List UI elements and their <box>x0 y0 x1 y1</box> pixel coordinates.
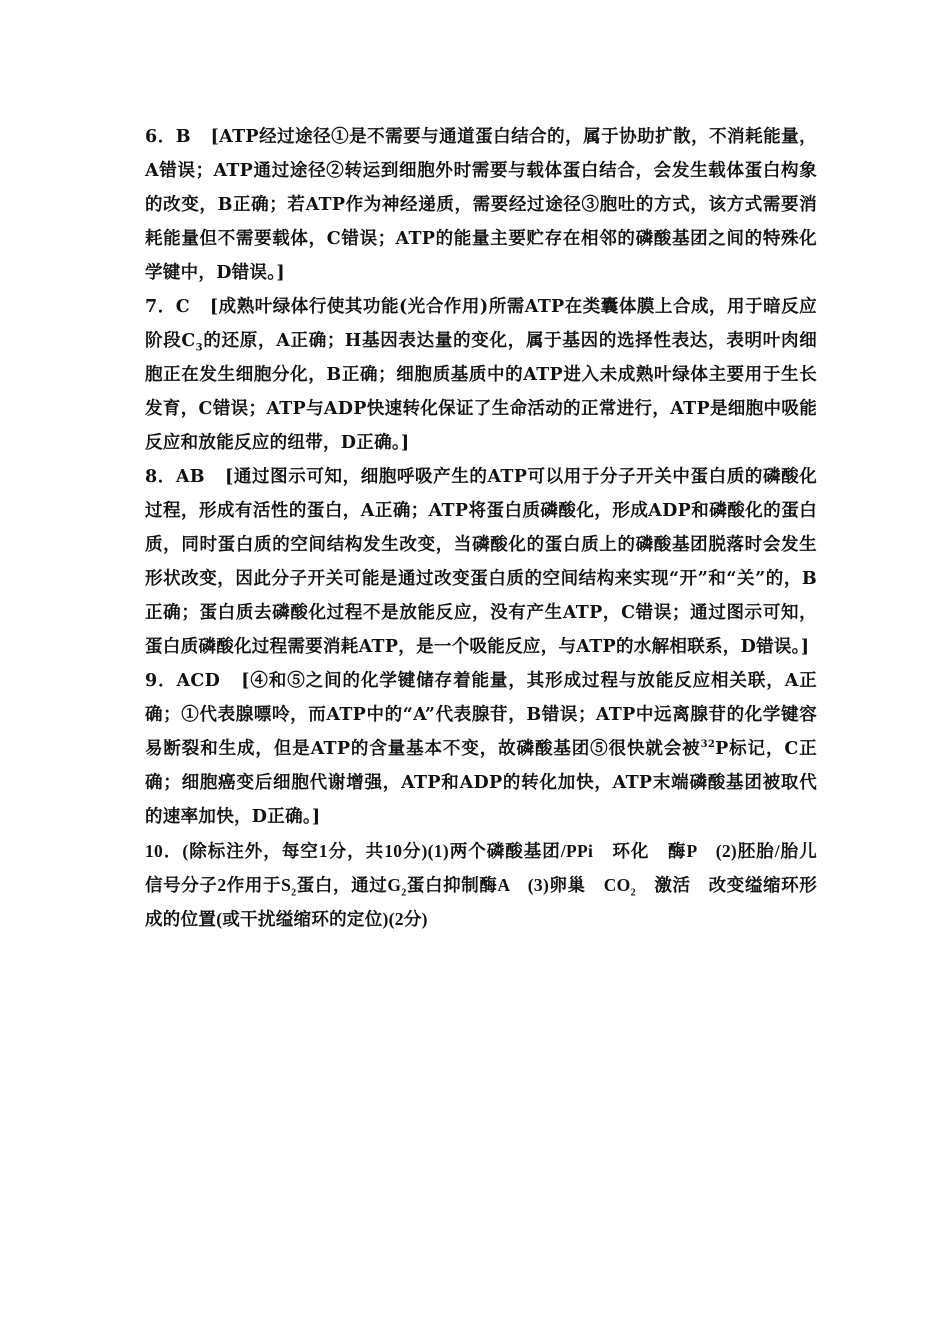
question-number: 10． <box>145 841 183 861</box>
question-number: 9．ACD <box>145 671 221 691</box>
answer-explanation: [ATP经过途径①是不需要与通道蛋白结合的，属于协助扩散，不消耗能量，A错误；ATP通过途径②转运到细胞外时需要与载体蛋白结合，会发生载体蛋白构象的改变，B正确；若ATP作为神经递质，需要经过途径③胞吐的方式，该方式需要消耗能量但不需要载体，C错误；ATP的能量主要贮存在相邻的磷酸基团之间的特殊化学键中，D错误。] <box>145 127 817 283</box>
answer-explanation: (除标注外，每空1分，共10分)(1)两个磷酸基团/PPi 环化 酶P (2)胚胎/胎儿 信号分子2作用于$S_2$蛋白，通过$G_2$蛋白抑制酶A (3)卵巢 $CO_2$ 激活 改变缢缩环形成的位置(或干扰缢缩环的定位)(2分) <box>145 841 835 929</box>
answer-explanation: [成熟叶绿体行使其功能(光合作用)所需ATP在类囊体膜上合成，用于暗反应阶段$C_3$的还原，A正确；H基因表达量的变化，属于基因的选择性表达，表明叶肉细胞正在发生细胞分化，B正确；细胞质基质中的ATP进入未成熟叶绿体主要用于生长发育，C错误；ATP与ADP快速转化保证了生命活动的正常进行，ATP是细胞中吸能反应和放能反应的纽带，D正确。] <box>145 297 818 453</box>
answer-explanation: [④和⑤之间的化学键储存着能量，其形成过程与放能反应相关联，A正确；①代表腺嘌呤，而ATP中的“A”代表腺苷，B错误；ATP中远离腺苷的化学键容易断裂和生成，但是ATP的含量基本不变，故磷酸基团⑤很快就会被$^{32}$P标记，C正确；细胞癌变后细胞代谢增强，ATP和ADP的转化加快，ATP末端磷酸基团被取代的速率加快，D正确。] <box>145 671 817 827</box>
answer-9 <box>145 664 817 834</box>
subscript: 2 <box>291 887 297 899</box>
answer-8 <box>145 460 817 664</box>
answer-10 <box>145 834 835 936</box>
subscript: 2 <box>630 887 636 899</box>
subscript: 2 <box>401 887 407 899</box>
answer-explanation: [通过图示可知，细胞呼吸产生的ATP可以用于分子开关中蛋白质的磷酸化过程，形成有活性的蛋白，A正确；ATP将蛋白质磷酸化，形成ADP和磷酸化的蛋白质，同时蛋白质的空间结构发生改变，当磷酸化的蛋白质上的磷酸基团脱落时会发生形状改变，因此分子开关可能是通过改变蛋白质的空间结构来实现“开”和“关”的，B正确；蛋白质去磷酸化过程不是放能反应，没有产生ATP，C错误；通过图示可知，蛋白质磷酸化过程需要消耗ATP，是一个吸能反应，与ATP的水解相联系，D错误。] <box>145 467 817 657</box>
question-number: 7．C <box>145 297 190 317</box>
answer-6 <box>145 120 817 290</box>
question-number: 6．B <box>145 127 191 147</box>
superscript: 32 <box>700 739 716 751</box>
subscript: 3 <box>195 342 203 354</box>
answer-7 <box>145 290 817 460</box>
question-number: 8．AB <box>145 467 205 487</box>
answer-page <box>145 120 835 936</box>
